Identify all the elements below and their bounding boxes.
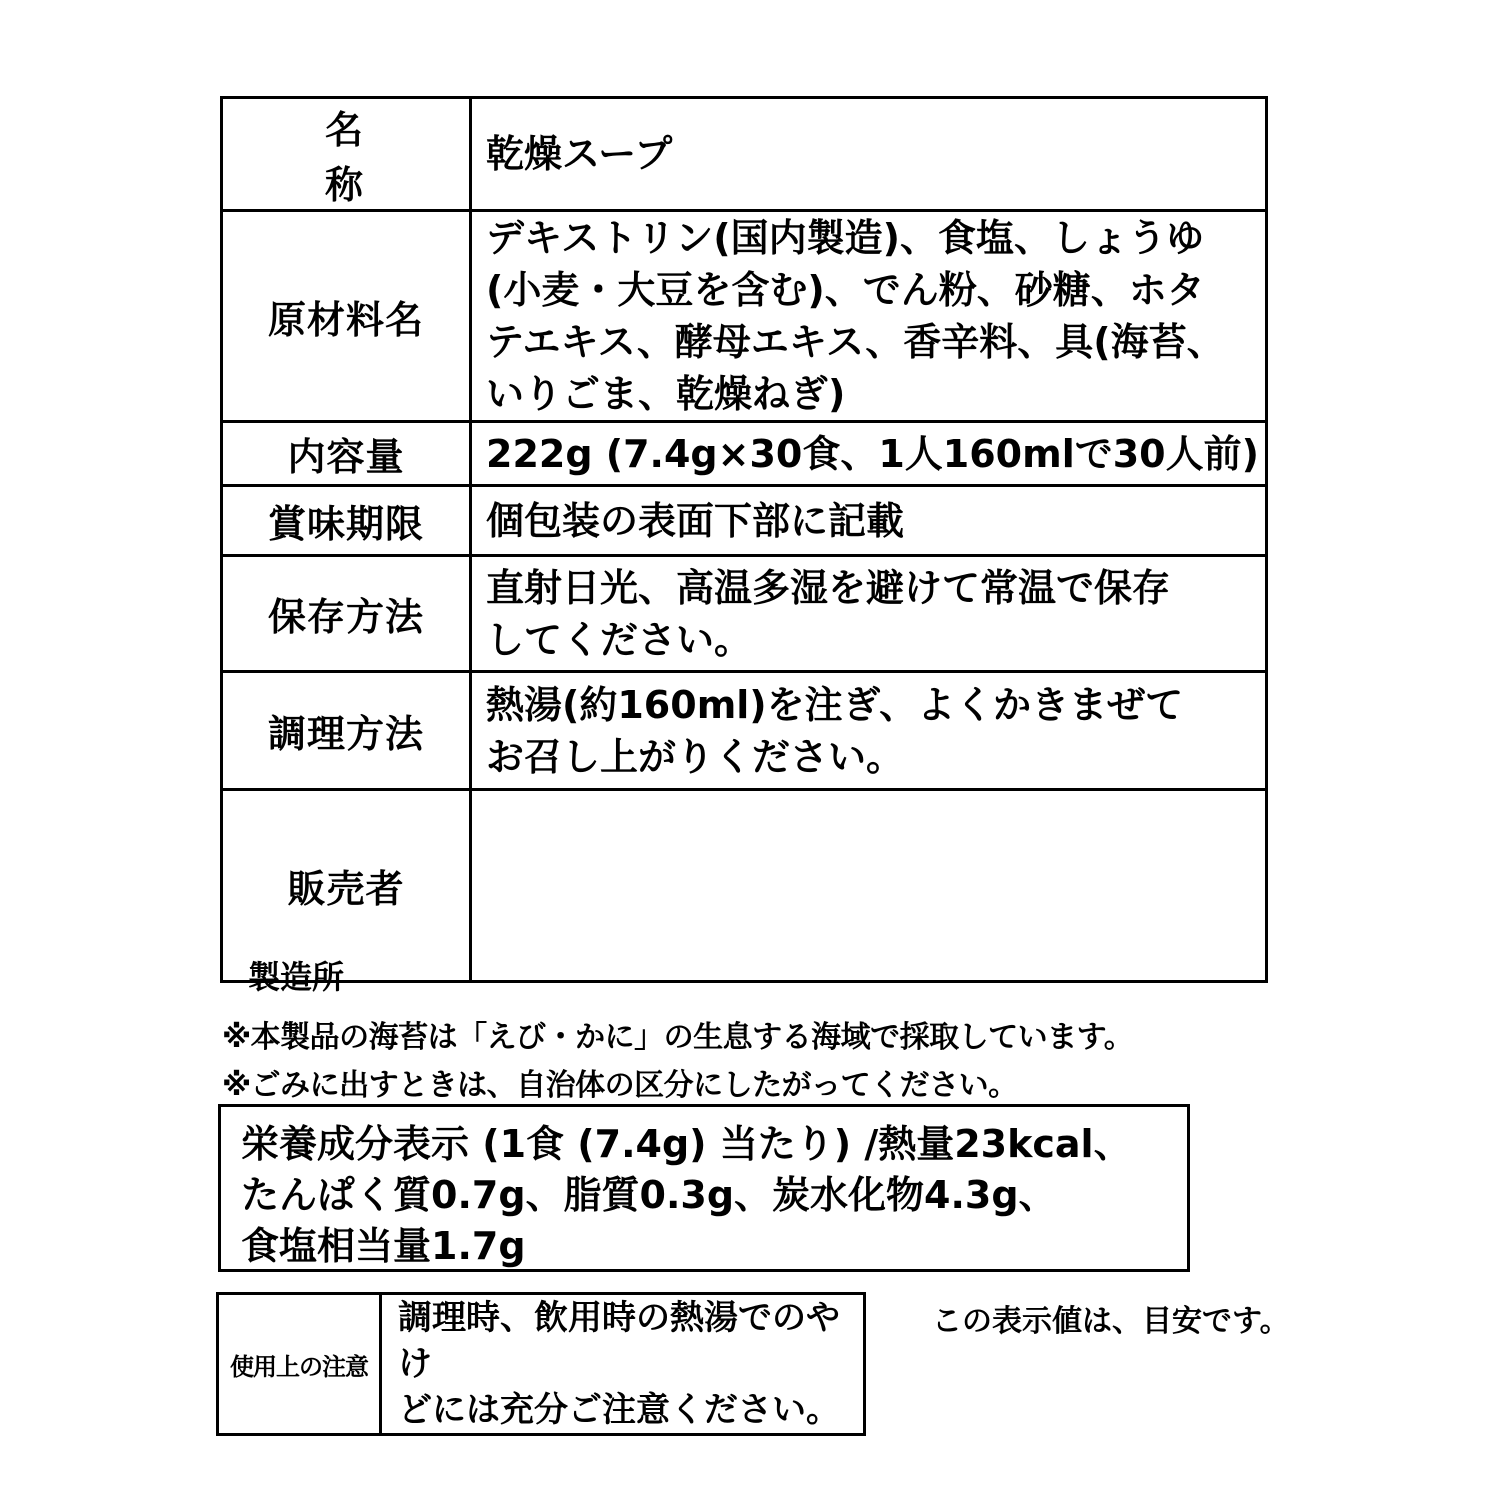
row-value-storage: 直射日光、高温多湿を避けて常温で保存 してください。 [471, 556, 1267, 672]
label-row-cooking [222, 672, 1267, 790]
label-row-best-before [222, 486, 1267, 556]
row-label-ingredients: 原材料名 [222, 211, 471, 422]
caution-table [216, 1292, 866, 1436]
row-value-cooking: 熱湯(約160ml)を注ぎ、よくかきまぜて お召し上がりください。 [471, 672, 1267, 790]
row-label-seller: 販売者 [222, 790, 471, 982]
note-seaweed: ※本製品の海苔は「えび・かに」の生息する海域で採取しています。 [222, 1020, 1134, 1055]
disclaimer-text: この表示値は、目安です。 [932, 1304, 1290, 1339]
caution-label: 使用上の注意 [218, 1294, 381, 1435]
row-label-contents: 内容量 [222, 422, 471, 486]
row-value-seller [471, 790, 1267, 982]
caution-text: 調理時、飲用時の熱湯でのやけ どには充分ご注意ください。 [381, 1294, 865, 1435]
label-row-ingredients [222, 211, 1267, 422]
product-label-table [220, 96, 1268, 983]
label-row-name [222, 98, 1267, 211]
label-row-seller [222, 790, 1267, 982]
row-value-contents: 222g (7.4g×30食、1人160mlで30人前) [471, 422, 1267, 486]
row-value-best-before: 個包装の表面下部に記載 [471, 486, 1267, 556]
row-value-ingredients: デキストリン(国内製造)、食塩、しょうゆ (小麦・大豆を含む)、でん粉、砂糖、ホタ テエキス、酵母エキス、香辛料、具(海苔、 いりごま、乾燥ねぎ) [471, 211, 1267, 422]
row-label-cooking: 調理方法 [222, 672, 471, 790]
note-disposal: ※ごみに出すときは、自治体の区分にしたがってください。 [222, 1068, 1018, 1103]
label-row-contents [222, 422, 1267, 486]
row-label-name: 名 称 [222, 98, 471, 211]
row-value-name: 乾燥スープ [471, 98, 1267, 211]
row-label-storage: 保存方法 [222, 556, 471, 672]
nutrition-facts-box: 栄養成分表示 (1食 (7.4g) 当たり) /熱量23kcal、 たんぱく質0.7g、脂質0.3g、炭水化物4.3g、 食塩相当量1.7g [218, 1104, 1190, 1272]
row-label-best-before: 賞味期限 [222, 486, 471, 556]
label-row-storage [222, 556, 1267, 672]
manufacturer-label: 製造所 [248, 958, 345, 996]
